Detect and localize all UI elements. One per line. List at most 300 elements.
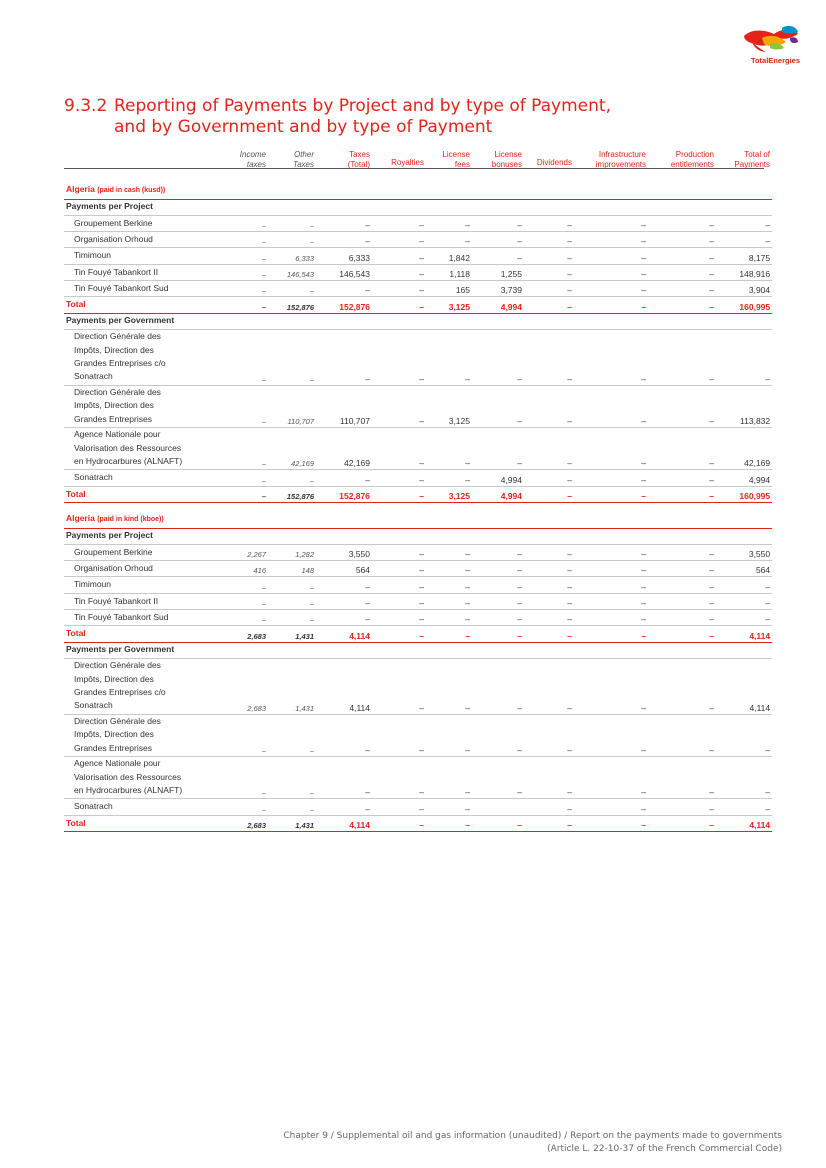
cell-taxes-total: 4,114 [316, 626, 372, 642]
payments-table-kind [64, 510, 772, 832]
row-label [64, 714, 222, 756]
row-label-line: Impôts, Direction des [74, 400, 154, 411]
cell-royalties: – [372, 714, 426, 756]
cell-royalties: – [372, 232, 426, 248]
row-label-line: Impôts, Direction des [74, 729, 154, 740]
cell-infrastructure: – [574, 593, 648, 609]
cell-license-fees: – [426, 626, 472, 642]
cell-taxes-total: – [316, 577, 372, 593]
cell-total: – [716, 757, 772, 799]
cell-infrastructure: – [574, 658, 648, 714]
cell-other-taxes: – [268, 609, 316, 625]
cell-infrastructure: – [574, 714, 648, 756]
cell-infrastructure: – [574, 577, 648, 593]
cell-license-fees: 3,125 [426, 385, 472, 427]
cell-taxes-total: – [316, 470, 372, 486]
cell-royalties: – [372, 577, 426, 593]
row-label-line: Sonatrach [74, 371, 113, 382]
cell-license-bonuses: 4,994 [472, 486, 524, 502]
cell-royalties: – [372, 248, 426, 264]
group-label: Payments per Government [64, 313, 772, 329]
cell-total: – [716, 714, 772, 756]
table-row [64, 577, 772, 593]
column-header-income-taxes: Income taxes [239, 150, 266, 169]
cell-dividends: – [524, 264, 574, 280]
cell-production: – [648, 486, 716, 502]
cell-license-fees: – [426, 329, 472, 385]
cell-production: – [648, 609, 716, 625]
table-row [64, 609, 772, 625]
cell-total: – [716, 232, 772, 248]
payment-basis: (paid in kind (kboe)) [97, 516, 164, 524]
row-label: Tin Fouyé Tabankort II [64, 264, 222, 280]
cell-total: – [716, 799, 772, 815]
table-row [64, 658, 772, 714]
row-label [64, 757, 222, 799]
cell-taxes-total: 152,876 [316, 297, 372, 313]
column-header-license-bonuses: License bonuses [491, 150, 522, 169]
cell-other-taxes: – [268, 593, 316, 609]
cell-production: – [648, 544, 716, 560]
cell-production: – [648, 815, 716, 831]
cell-license-fees: 1,118 [426, 264, 472, 280]
table-row [64, 232, 772, 248]
cell-other-taxes: – [268, 714, 316, 756]
column-header-royalties: Royalties [391, 158, 424, 167]
cell-income-taxes: 2,683 [222, 658, 268, 714]
cell-production: – [648, 799, 716, 815]
table-row [64, 470, 772, 486]
cell-royalties: – [372, 215, 426, 231]
column-header-other-taxes: Other Taxes [292, 150, 314, 169]
table-row [64, 264, 772, 280]
cell-infrastructure: – [574, 561, 648, 577]
cell-license-bonuses: – [472, 385, 524, 427]
cell-other-taxes: – [268, 799, 316, 815]
cell-production: – [648, 248, 716, 264]
cell-taxes-total: – [316, 593, 372, 609]
cell-license-bonuses: – [472, 248, 524, 264]
cell-production: – [648, 658, 716, 714]
section-title-line1: Reporting of Payments by Project and by type of Payment, [114, 96, 611, 116]
cell-royalties: – [372, 593, 426, 609]
cell-infrastructure: – [574, 544, 648, 560]
cell-other-taxes: 6,333 [268, 248, 316, 264]
cell-income-taxes: – [222, 799, 268, 815]
row-label: Total [64, 297, 222, 313]
cell-production: – [648, 385, 716, 427]
cell-other-taxes: – [268, 329, 316, 385]
cell-dividends: – [524, 329, 574, 385]
cell-production: – [648, 757, 716, 799]
cell-total: – [716, 215, 772, 231]
row-label: Timimoun [64, 577, 222, 593]
cell-infrastructure: – [574, 799, 648, 815]
cell-production: – [648, 714, 716, 756]
cell-license-fees: – [426, 428, 472, 470]
cell-dividends: – [524, 232, 574, 248]
cell-other-taxes: 1,431 [268, 626, 316, 642]
cell-taxes-total: – [316, 757, 372, 799]
cell-dividends: – [524, 815, 574, 831]
table-row [64, 329, 772, 385]
cell-other-taxes: 152,876 [268, 486, 316, 502]
row-label [64, 658, 222, 714]
table-row [64, 385, 772, 427]
cell-license-fees: – [426, 577, 472, 593]
cell-license-fees: – [426, 799, 472, 815]
row-label: Tin Fouyé Tabankort Sud [64, 609, 222, 625]
row-label: Total [64, 626, 222, 642]
row-label: Timimoun [64, 248, 222, 264]
cell-taxes-total: – [316, 280, 372, 296]
cell-dividends: – [524, 577, 574, 593]
cell-license-bonuses: 3,739 [472, 280, 524, 296]
column-header-license-fees: License fees [442, 150, 470, 169]
cell-income-taxes: – [222, 593, 268, 609]
cell-income-taxes: – [222, 297, 268, 313]
cell-license-fees: – [426, 609, 472, 625]
cell-license-bonuses: – [472, 577, 524, 593]
row-label-line: Grandes Entreprises [74, 742, 152, 753]
column-header-taxes-total: Taxes (Total) [347, 150, 370, 169]
cell-royalties: – [372, 428, 426, 470]
cell-dividends: – [524, 215, 574, 231]
cell-taxes-total: 110,707 [316, 385, 372, 427]
cell-income-taxes: 416 [222, 561, 268, 577]
cell-royalties: – [372, 658, 426, 714]
cell-infrastructure: – [574, 248, 648, 264]
table-row [64, 215, 772, 231]
cell-infrastructure: – [574, 757, 648, 799]
table-row [64, 714, 772, 756]
cell-dividends: – [524, 609, 574, 625]
cell-license-fees: – [426, 232, 472, 248]
cell-infrastructure: – [574, 626, 648, 642]
cell-taxes-total: 146,543 [316, 264, 372, 280]
cell-taxes-total: 6,333 [316, 248, 372, 264]
cell-royalties: – [372, 799, 426, 815]
cell-taxes-total: 4,114 [316, 658, 372, 714]
cell-income-taxes: – [222, 470, 268, 486]
cell-license-bonuses: 4,994 [472, 470, 524, 486]
cell-other-taxes: – [268, 757, 316, 799]
cell-license-fees: – [426, 544, 472, 560]
cell-taxes-total: – [316, 714, 372, 756]
cell-infrastructure: – [574, 232, 648, 248]
cell-dividends: – [524, 385, 574, 427]
column-header-infrastructure: Infrastructure improvements [595, 150, 646, 169]
cell-taxes-total: – [316, 232, 372, 248]
row-label-line: Grandes Entreprises c/o [74, 358, 166, 369]
row-label-line: Impôts, Direction des [74, 344, 154, 355]
cell-dividends: – [524, 799, 574, 815]
cell-total: 3,550 [716, 544, 772, 560]
cell-taxes-total: – [316, 329, 372, 385]
cell-license-fees: – [426, 561, 472, 577]
cell-infrastructure: – [574, 609, 648, 625]
cell-other-taxes: – [268, 470, 316, 486]
cell-taxes-total: – [316, 215, 372, 231]
cell-production: – [648, 280, 716, 296]
cell-license-bonuses: – [472, 609, 524, 625]
cell-total: 160,995 [716, 297, 772, 313]
cell-taxes-total: 564 [316, 561, 372, 577]
cell-license-fees: 1,842 [426, 248, 472, 264]
cell-license-bonuses: – [472, 329, 524, 385]
row-label-line: Grandes Entreprises c/o [74, 687, 166, 698]
cell-total: 4,994 [716, 470, 772, 486]
cell-license-bonuses: – [472, 658, 524, 714]
column-header-production: Production entitlements [670, 150, 714, 169]
row-label [64, 428, 222, 470]
cell-production: – [648, 428, 716, 470]
cell-dividends: – [524, 658, 574, 714]
cell-license-bonuses: – [472, 757, 524, 799]
row-label-line: Direction Générale des [74, 715, 161, 726]
row-label: Groupement Berkine [64, 215, 222, 231]
row-label-line: Agence Nationale pour [74, 758, 161, 769]
cell-license-bonuses [472, 799, 524, 815]
row-label: Tin Fouyé Tabankort II [64, 593, 222, 609]
page-footer [283, 1130, 782, 1156]
cell-income-taxes: – [222, 329, 268, 385]
brand-name: TotalEnergies [750, 56, 800, 65]
row-label [64, 385, 222, 427]
cell-license-fees: – [426, 714, 472, 756]
cell-total: 564 [716, 561, 772, 577]
cell-taxes-total: 4,114 [316, 815, 372, 831]
cell-license-fees: – [426, 215, 472, 231]
cell-income-taxes: – [222, 609, 268, 625]
cell-income-taxes: – [222, 264, 268, 280]
cell-royalties: – [372, 626, 426, 642]
row-label: Groupement Berkine [64, 544, 222, 560]
cell-license-fees: – [426, 658, 472, 714]
cell-income-taxes: – [222, 757, 268, 799]
cell-royalties: – [372, 280, 426, 296]
cell-production: – [648, 561, 716, 577]
cell-total: 4,114 [716, 658, 772, 714]
cell-other-taxes: 146,543 [268, 264, 316, 280]
cell-dividends: – [524, 544, 574, 560]
cell-infrastructure: – [574, 280, 648, 296]
country-name: Algeria [66, 513, 95, 524]
cell-infrastructure: – [574, 486, 648, 502]
cell-total: 42,169 [716, 428, 772, 470]
cell-dividends: – [524, 561, 574, 577]
row-label: Sonatrach [64, 470, 222, 486]
group-label: Payments per Government [64, 642, 772, 658]
payment-basis: (paid in cash (kusd)) [97, 187, 166, 195]
cell-income-taxes: – [222, 232, 268, 248]
cell-royalties: – [372, 486, 426, 502]
cell-total: 4,114 [716, 626, 772, 642]
cell-income-taxes: – [222, 248, 268, 264]
row-label-line: Impôts, Direction des [74, 673, 154, 684]
cell-total: 3,904 [716, 280, 772, 296]
group-header [64, 199, 772, 215]
row-label-line: en Hydrocarbures (ALNAFT) [74, 455, 183, 466]
table-row [64, 561, 772, 577]
row-label-line: Agence Nationale pour [74, 429, 161, 440]
cell-income-taxes: – [222, 385, 268, 427]
row-label-line: Sonatrach [74, 700, 113, 711]
cell-income-taxes: – [222, 714, 268, 756]
cell-dividends: – [524, 470, 574, 486]
group-label: Payments per Project [64, 528, 772, 544]
cell-license-bonuses: – [472, 714, 524, 756]
table-row [64, 799, 772, 815]
cell-other-taxes: 152,876 [268, 297, 316, 313]
row-label: Tin Fouyé Tabankort Sud [64, 280, 222, 296]
cell-total: 113,832 [716, 385, 772, 427]
cell-license-bonuses: – [472, 215, 524, 231]
cell-total: – [716, 593, 772, 609]
cell-royalties: – [372, 385, 426, 427]
cell-production: – [648, 297, 716, 313]
cell-infrastructure: – [574, 215, 648, 231]
cell-license-bonuses: – [472, 593, 524, 609]
group-header [64, 642, 772, 658]
cell-infrastructure: – [574, 385, 648, 427]
payments-table-cash [64, 181, 772, 503]
cell-license-bonuses: 1,255 [472, 264, 524, 280]
cell-license-bonuses: – [472, 544, 524, 560]
cell-infrastructure: – [574, 428, 648, 470]
cell-royalties: – [372, 297, 426, 313]
cell-dividends: – [524, 626, 574, 642]
table-row [64, 757, 772, 799]
cell-total: 4,114 [716, 815, 772, 831]
cell-total: 148,916 [716, 264, 772, 280]
cell-dividends: – [524, 593, 574, 609]
country-name: Algeria [66, 184, 95, 195]
cell-license-fees: – [426, 593, 472, 609]
row-label-line: Direction Générale des [74, 386, 161, 397]
cell-taxes-total: – [316, 609, 372, 625]
cell-other-taxes: – [268, 280, 316, 296]
cell-production: – [648, 329, 716, 385]
cell-dividends: – [524, 757, 574, 799]
cell-license-bonuses: – [472, 626, 524, 642]
row-label-line: Grandes Entreprises [74, 413, 152, 424]
cell-infrastructure: – [574, 329, 648, 385]
section-title [64, 96, 611, 138]
cell-license-bonuses: – [472, 428, 524, 470]
cell-other-taxes: 42,169 [268, 428, 316, 470]
cell-license-bonuses: – [472, 232, 524, 248]
cell-other-taxes: 1,431 [268, 815, 316, 831]
table-row [64, 280, 772, 296]
cell-production: – [648, 577, 716, 593]
row-label-line: Valorisation des Ressources [74, 442, 182, 453]
cell-license-fees: – [426, 470, 472, 486]
cell-license-bonuses: – [472, 561, 524, 577]
row-label: Total [64, 815, 222, 831]
row-label-line: Valorisation des Ressources [74, 771, 182, 782]
cell-infrastructure: – [574, 297, 648, 313]
cell-production: – [648, 232, 716, 248]
cell-royalties: – [372, 561, 426, 577]
cell-other-taxes: 110,707 [268, 385, 316, 427]
cell-license-fees: – [426, 757, 472, 799]
cell-royalties: – [372, 264, 426, 280]
row-label-line: Direction Générale des [74, 660, 161, 671]
row-label: Sonatrach [64, 799, 222, 815]
total-row [64, 815, 772, 831]
footer-line2: (Article L. 22-10-37 of the French Commercial Code) [547, 1144, 782, 1154]
row-label-line: Direction Générale des [74, 331, 161, 342]
cell-other-taxes: 148 [268, 561, 316, 577]
cell-total: – [716, 577, 772, 593]
column-header-total: Total of Payments [734, 150, 770, 169]
cell-production: – [648, 264, 716, 280]
cell-dividends: – [524, 428, 574, 470]
table-row [64, 248, 772, 264]
cell-production: – [648, 215, 716, 231]
cell-income-taxes: – [222, 428, 268, 470]
cell-other-taxes: – [268, 577, 316, 593]
cell-total: 8,175 [716, 248, 772, 264]
table-row [64, 593, 772, 609]
cell-income-taxes: – [222, 280, 268, 296]
footer-line1: Chapter 9 / Supplemental oil and gas information (unaudited) / Report on the payments made to governments [283, 1131, 782, 1141]
column-header-dividends: Dividends [536, 158, 572, 167]
cell-license-fees: 165 [426, 280, 472, 296]
cell-royalties: – [372, 815, 426, 831]
cell-income-taxes: – [222, 215, 268, 231]
cell-royalties: – [372, 470, 426, 486]
cell-total: – [716, 609, 772, 625]
cell-income-taxes: – [222, 486, 268, 502]
cell-license-fees: 3,125 [426, 297, 472, 313]
group-header [64, 528, 772, 544]
cell-royalties: – [372, 609, 426, 625]
cell-dividends: – [524, 486, 574, 502]
cell-royalties: – [372, 757, 426, 799]
cell-income-taxes: 2,683 [222, 815, 268, 831]
cell-income-taxes: – [222, 577, 268, 593]
column-header [64, 150, 770, 169]
row-label: Organisation Orhoud [64, 232, 222, 248]
section-title-line2: and by Government and by type of Payment [114, 117, 493, 137]
row-label-line: en Hydrocarbures (ALNAFT) [74, 784, 183, 795]
cell-total: – [716, 329, 772, 385]
cell-total: 160,995 [716, 486, 772, 502]
cell-license-fees: 3,125 [426, 486, 472, 502]
cell-infrastructure: – [574, 470, 648, 486]
table-row [64, 428, 772, 470]
cell-license-fees: – [426, 815, 472, 831]
table-row [64, 544, 772, 560]
cell-production: – [648, 626, 716, 642]
row-label: Total [64, 486, 222, 502]
cell-income-taxes: 2,267 [222, 544, 268, 560]
cell-taxes-total: – [316, 799, 372, 815]
total-row [64, 486, 772, 502]
cell-dividends: – [524, 714, 574, 756]
cell-other-taxes: – [268, 215, 316, 231]
cell-taxes-total: 42,169 [316, 428, 372, 470]
total-row [64, 297, 772, 313]
cell-other-taxes: 1,431 [268, 658, 316, 714]
cell-other-taxes: 1,282 [268, 544, 316, 560]
country-section-header [64, 510, 772, 528]
group-header [64, 313, 772, 329]
cell-dividends: – [524, 280, 574, 296]
cell-income-taxes: 2,683 [222, 626, 268, 642]
